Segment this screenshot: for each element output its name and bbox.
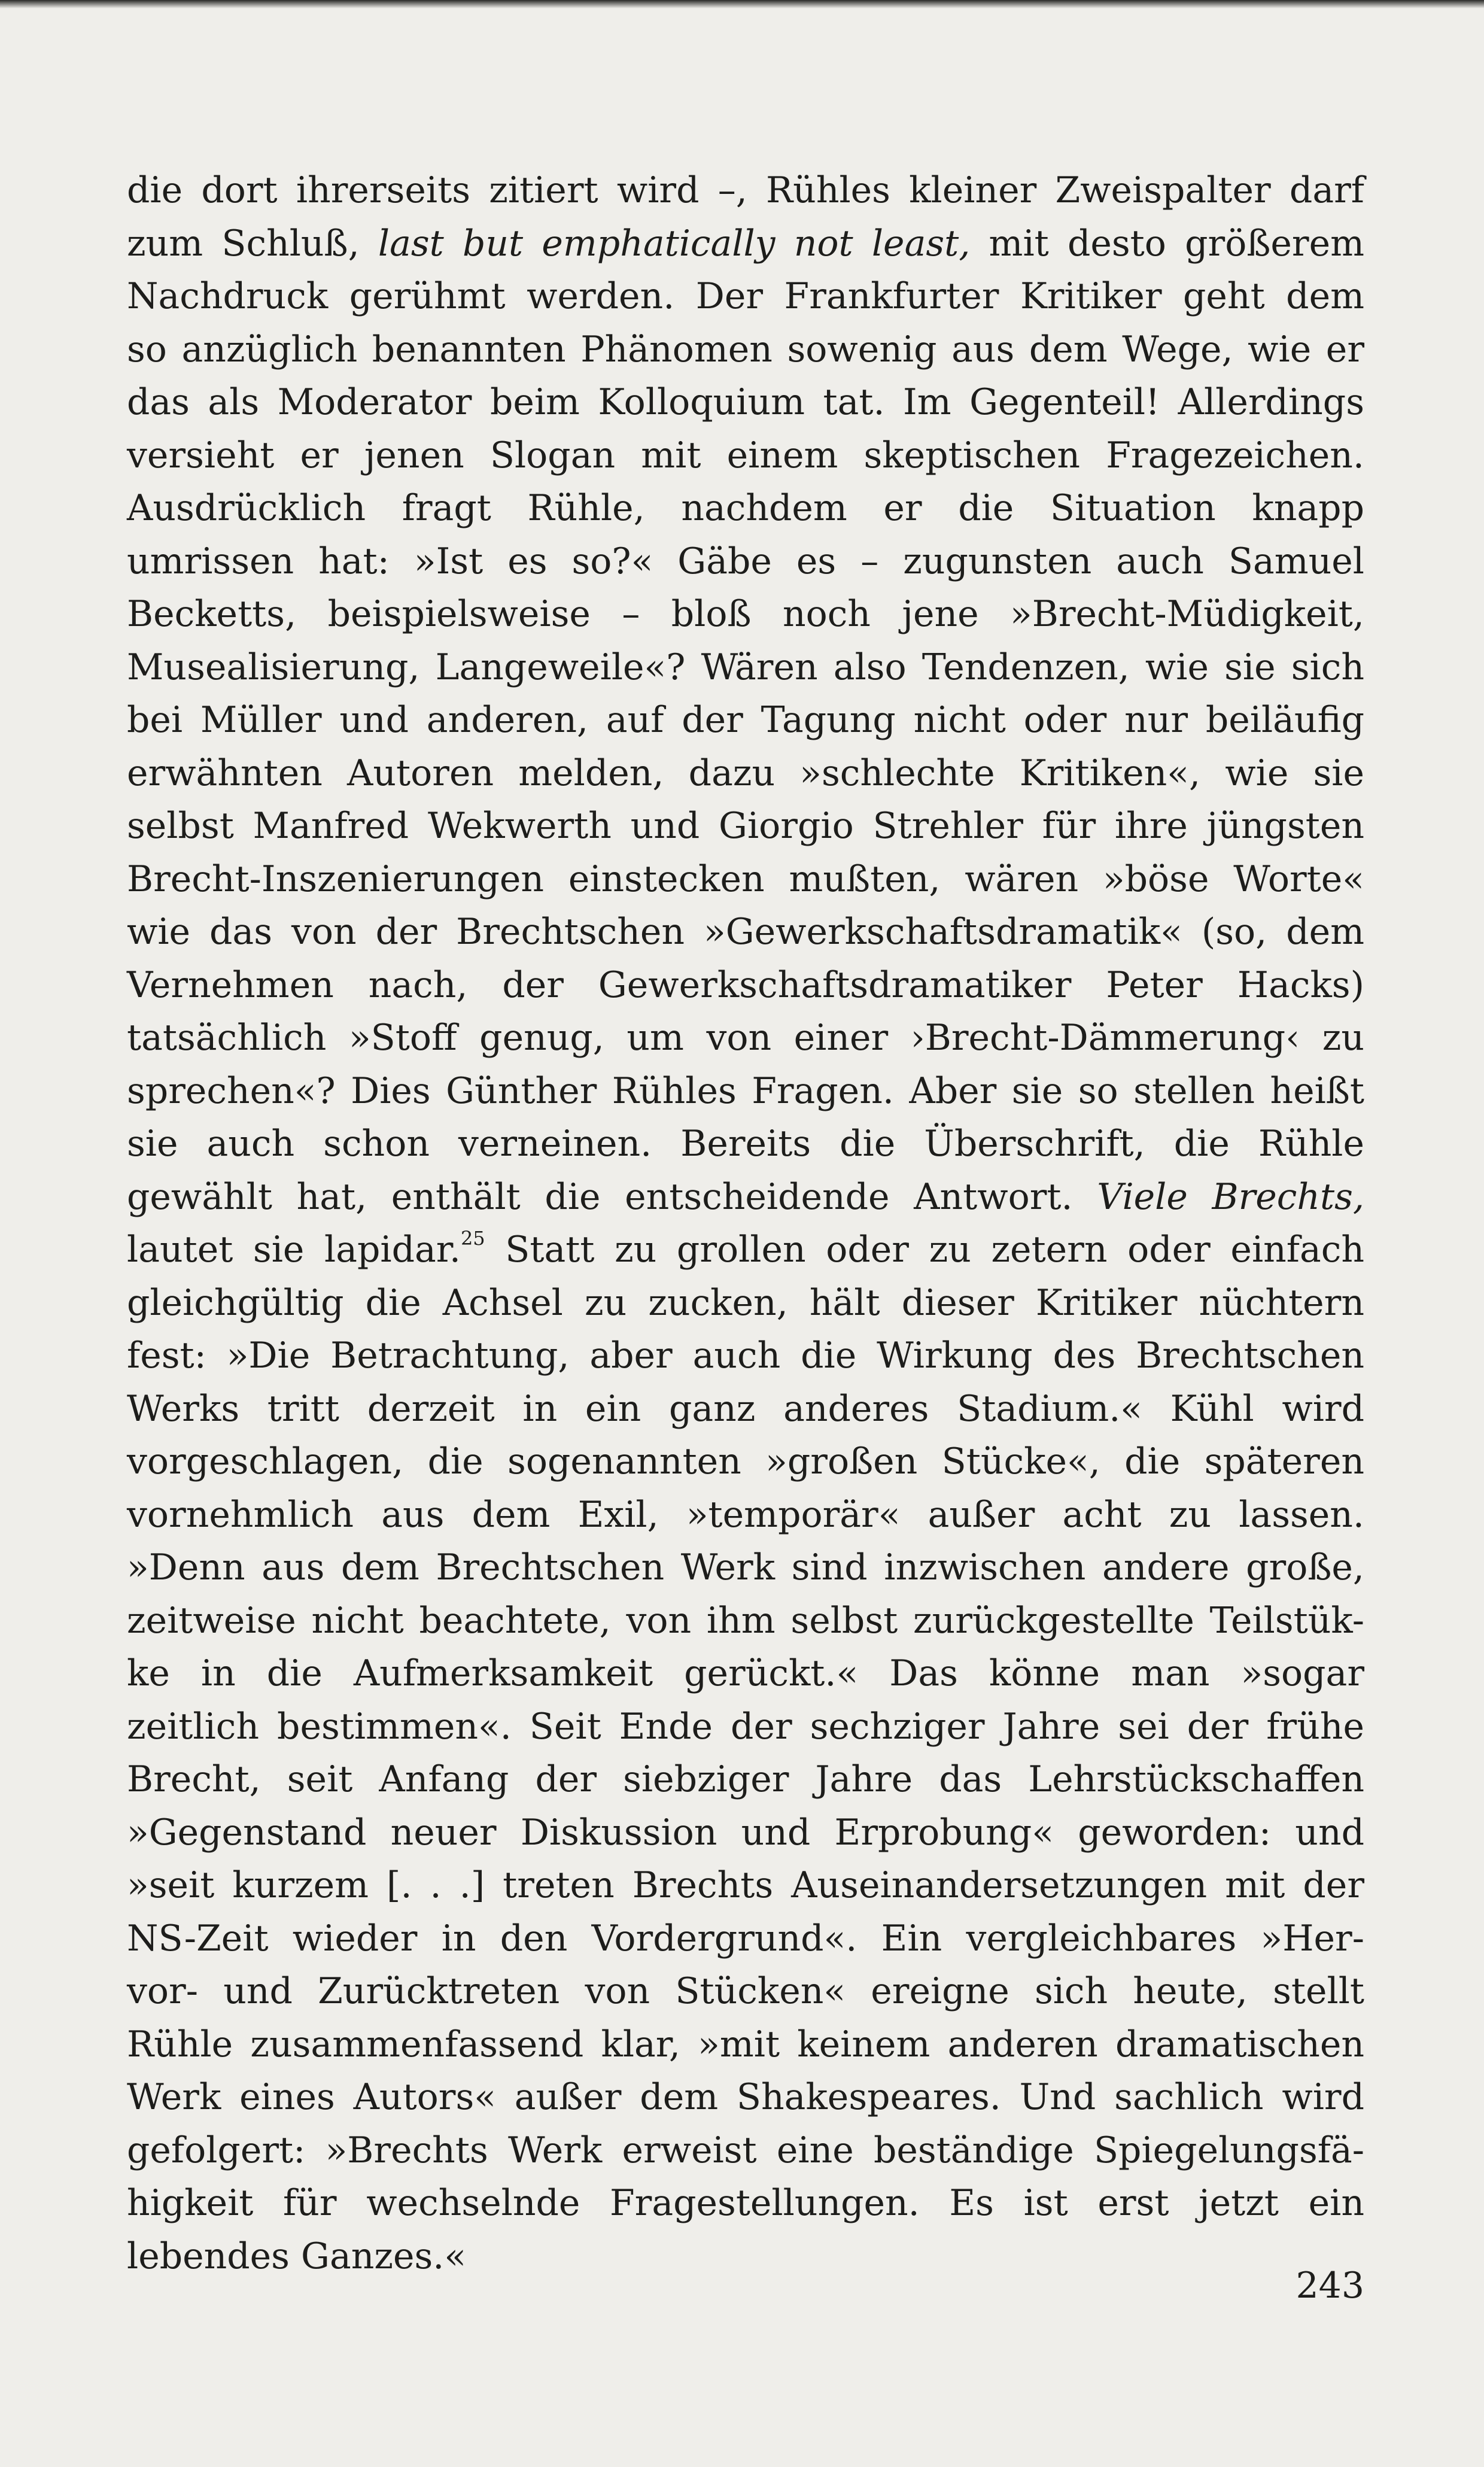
text-line — [127, 747, 1364, 800]
text-line — [127, 1488, 1364, 1542]
text-segment: vornehmlich aus dem Exil, »temporär« außer acht zu lassen. — [127, 1493, 1364, 1536]
text-line — [127, 1277, 1364, 1330]
text-line — [127, 2124, 1364, 2177]
text-segment: higkeit für wechselnde Fragestellungen. Es ist erst jetzt ein — [127, 2182, 1364, 2224]
text-segment: Werks tritt derzeit in ein ganz anderes Stadium.« Kühl wird — [127, 1387, 1364, 1430]
text-line — [127, 1435, 1364, 1488]
text-line — [127, 2018, 1364, 2071]
text-line — [127, 694, 1364, 747]
text-segment: Brecht-Inszenierungen einstecken mußten, wären »böse Worte« — [127, 858, 1364, 900]
text-segment: Statt zu grollen oder zu zetern oder einfach — [485, 1229, 1364, 1271]
text-segment: so anzüglich benannten Phänomen sowenig aus dem Wege, wie er — [127, 328, 1364, 370]
text-segment: sie auch schon verneinen. Bereits die Überschrift, die Rühle — [127, 1123, 1364, 1165]
text-segment: gewählt hat, enthält die entscheidende Antwort. — [127, 1175, 1097, 1218]
text-line — [127, 1065, 1364, 1118]
text-line — [127, 1383, 1364, 1436]
page-number: 243 — [1296, 2265, 1364, 2307]
text-line — [127, 164, 1364, 217]
italic-text: Viele Brechts, — [1097, 1175, 1364, 1218]
text-segment: das als Moderator beim Kolloquium tat. Im Gegenteil! Allerdings — [127, 381, 1364, 423]
text-segment: lebendes Ganzes.« — [127, 2235, 467, 2277]
text-segment: wie das von der Brechtschen »Gewerkschaftsdramatik« (so, dem — [127, 911, 1364, 953]
text-segment: Werk eines Autors« außer dem Shakespeares. Und sachlich wird — [127, 2076, 1364, 2118]
text-segment: »Gegenstand neuer Diskussion und Erprobung« geworden: und — [127, 1811, 1364, 1854]
text-line — [127, 641, 1364, 694]
text-line — [127, 376, 1364, 429]
text-segment: Musealisierung, Langeweile«? Wären also Tendenzen, wie sie sich — [127, 646, 1364, 688]
text-line — [127, 1117, 1364, 1171]
italic-text: last but emphatically not least, — [378, 222, 971, 265]
text-segment: gleichgültig die Achsel zu zucken, hält dieser Kritiker nüchtern — [127, 1281, 1364, 1324]
text-segment: Becketts, beispielsweise – bloß noch jene »Brecht-Müdigkeit, — [127, 593, 1364, 635]
text-segment: Rühle zusammenfassend klar, »mit keinem anderen dramatischen — [127, 2023, 1364, 2065]
text-line — [127, 959, 1364, 1012]
text-line — [127, 217, 1364, 271]
text-segment: umrissen hat: »Ist es so?« Gäbe es – zugunsten auch Samuel — [127, 540, 1364, 582]
text-segment: gefolgert: »Brechts Werk erweist eine beständige Spiegelungsfä- — [127, 2129, 1364, 2171]
text-segment: NS-Zeit wieder in den Vordergrund«. Ein vergleichbares »Her- — [127, 1917, 1364, 1959]
text-line — [127, 2177, 1364, 2230]
text-segment: »seit kurzem [. . .] treten Brechts Auseinandersetzungen mit der — [127, 1864, 1364, 1906]
text-line — [127, 1912, 1364, 1965]
text-segment: bei Müller und anderen, auf der Tagung nicht oder nur beiläufig — [127, 699, 1364, 741]
text-segment: zeitweise nicht beachtete, von ihm selbst zurückgestellte Teilstük- — [127, 1599, 1364, 1642]
page-top-edge — [0, 0, 1484, 8]
text-line — [127, 1859, 1364, 1912]
text-line — [127, 1171, 1364, 1224]
text-segment: zeitlich bestimmen«. Seit Ende der sechziger Jahre sei der frühe — [127, 1705, 1364, 1748]
text-segment: »Denn aus dem Brechtschen Werk sind inzwischen andere große, — [127, 1547, 1364, 1588]
text-segment: lautet sie lapidar. — [127, 1229, 461, 1271]
text-segment: vor- und Zurücktreten von Stücken« ereigne sich heute, stellt — [127, 1970, 1364, 2012]
text-line — [127, 270, 1364, 323]
text-segment: mit desto größerem — [970, 222, 1365, 265]
text-line — [127, 1647, 1364, 1700]
text-line — [127, 2071, 1364, 2124]
text-line — [127, 1223, 1364, 1277]
text-segment: Brecht, seit Anfang der siebziger Jahre das Lehrstückschaffen — [127, 1758, 1364, 1800]
text-line — [127, 535, 1364, 588]
text-segment: fest: »Die Betrachtung, aber auch die Wirkung des Brechtschen — [127, 1335, 1364, 1377]
text-line — [127, 429, 1364, 482]
text-line — [127, 1594, 1364, 1648]
text-line — [127, 2230, 1364, 2283]
text-line — [127, 1541, 1364, 1594]
text-line — [127, 588, 1364, 641]
text-line — [127, 906, 1364, 959]
text-segment: Vernehmen nach, der Gewerkschaftsdramatiker Peter Hacks) — [127, 964, 1364, 1006]
text-line — [127, 1806, 1364, 1860]
text-line — [127, 323, 1364, 376]
text-segment: sprechen«? Dies Günther Rühles Fragen. Aber sie so stellen heißt — [127, 1070, 1364, 1112]
text-line — [127, 1700, 1364, 1754]
text-line — [127, 853, 1364, 906]
text-segment: ke in die Aufmerksamkeit gerückt.« Das könne man »sogar — [127, 1652, 1364, 1694]
text-segment: erwähnten Autoren melden, dazu »schlechte Kritiken«, wie sie — [127, 752, 1364, 794]
body-text — [127, 164, 1364, 2283]
text-line — [127, 1965, 1364, 2018]
text-segment: vorgeschlagen, die sogenannten »großen Stücke«, die späteren — [127, 1441, 1364, 1482]
text-line — [127, 1753, 1364, 1806]
text-segment: zum Schluß, — [127, 222, 378, 265]
footnote-marker: 25 — [460, 1227, 485, 1250]
text-segment: versieht er jenen Slogan mit einem skeptischen Fragezeichen. — [127, 434, 1364, 476]
text-segment: die dort ihrerseits zitiert wird –, Rühles kleiner Zweispalter darf — [127, 169, 1364, 211]
text-line — [127, 1011, 1364, 1065]
text-line — [127, 1329, 1364, 1383]
text-segment: tatsächlich »Stoff genug, um von einer ›Brecht-Dämmerung‹ zu — [127, 1017, 1364, 1059]
text-segment: selbst Manfred Wekwerth und Giorgio Strehler für ihre jüngsten — [127, 805, 1364, 847]
text-segment: Ausdrücklich fragt Rühle, nachdem er die Situation knapp — [127, 487, 1364, 529]
text-line — [127, 800, 1364, 853]
text-line — [127, 482, 1364, 535]
text-segment: Nachdruck gerühmt werden. Der Frankfurter Kritiker geht dem — [127, 275, 1364, 317]
